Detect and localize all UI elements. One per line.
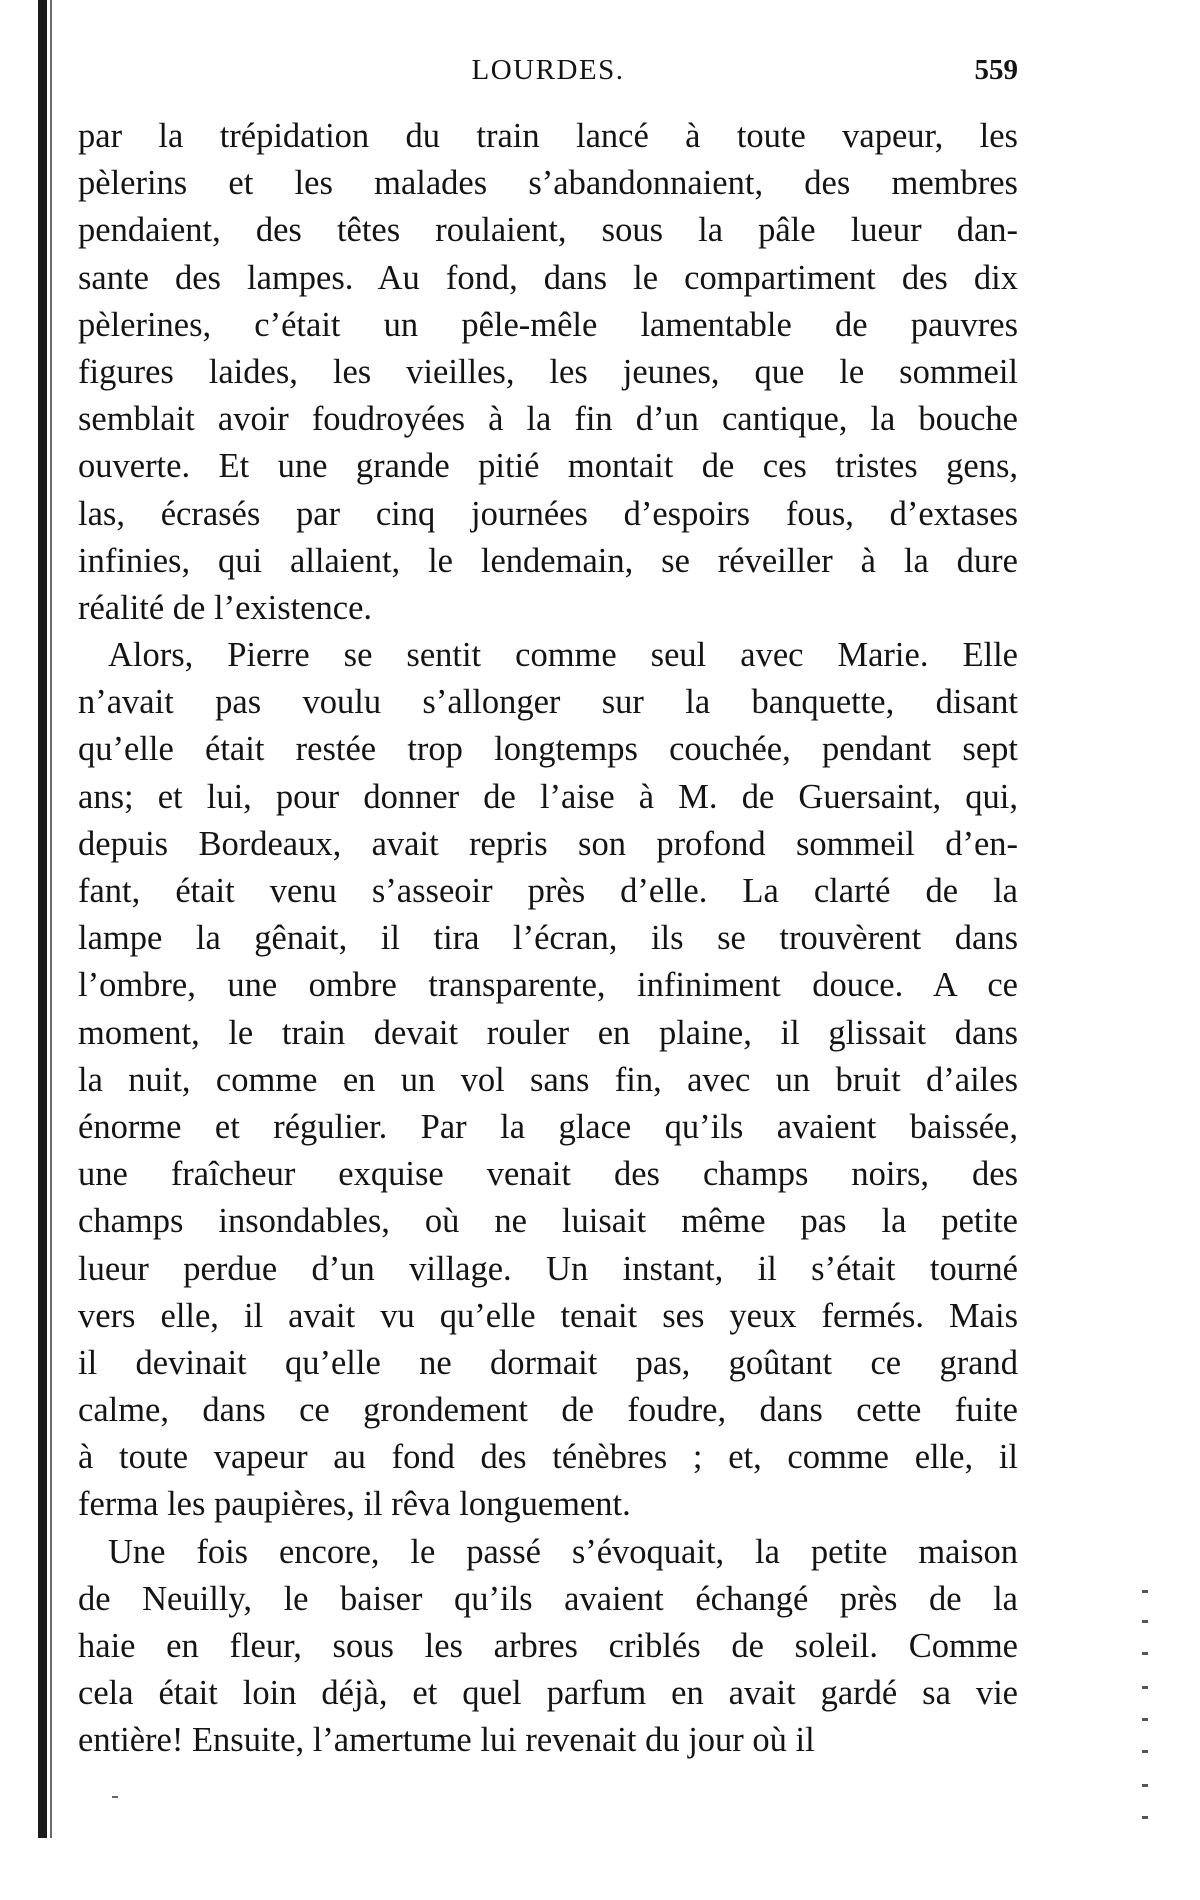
text-line: vers elle, il avait vu qu’elle tenait ses yeux fermés. Mais [78,1296,1018,1335]
text-line: moment, le train devait rouler en plaine, il glissait dans [78,1013,1018,1052]
text-line: lueur perdue d’un village. Un instant, il s’était tourné [78,1249,1018,1288]
text-line: fant, était venu s’asseoir près d’elle. La clarté de la [78,872,1018,910]
text-line: par la trépidation du train lancé à toute vapeur, les [78,117,1018,155]
paragraph [78,632,1018,1529]
text-line: cela était loin déjà, et quel parfum en avait gardé sa vie [78,1674,1018,1713]
text-line: pèlerines, c’était un pêle-mêle lamentable de pauvres [78,305,1018,344]
text-line: calme, dans ce grondement de foudre, dans cette fuite [78,1391,1018,1430]
text-line: réalité de l’existence. [78,588,373,627]
text-line: entière! Ensuite, l’amertume lui revenait du jour où il [78,1721,815,1760]
text-line: à toute vapeur au fond des ténèbres ; et, comme elle, il [78,1438,1018,1477]
text-line: figures laides, les vieilles, les jeunes, que le sommeil [78,352,1018,391]
text-line: ferma les paupières, il rêva longuement. [78,1485,631,1524]
text-line: ans; et lui, pour donner de l’aise à M. de Guersaint, qui, [78,777,1018,816]
paragraph [78,1529,1018,1765]
text-line: énorme et régulier. Par la glace qu’ils avaient baissée, [78,1107,1018,1146]
text-line: la nuit, comme en un vol sans fin, avec un bruit d’ailes [78,1060,1018,1099]
text-line: infinies, qui allaient, le lendemain, se réveiller à la dure [78,541,1018,580]
text-line: Alors, Pierre se sentit comme seul avec Marie. Elle [108,636,1018,675]
text-line: sante des lampes. Au fond, dans le compartiment des dix [78,258,1018,297]
page-number: 559 [974,54,1018,86]
text-line: champs insondables, où ne luisait même pas la petite [78,1202,1018,1241]
text-line: pèlerins et les malades s’abandonnaient, des membres [78,164,1018,203]
text-line: haie en fleur, sous les arbres criblés de soleil. Comme [78,1627,1018,1665]
stray-ink-mark [112,1796,118,1798]
text-line: las, écrasés par cinq journées d’espoirs fous, d’extases [78,494,1018,533]
text-line: depuis Bordeaux, avait repris son profond sommeil d’en- [78,824,1018,863]
text-line: qu’elle était restée trop longtemps couchée, pendant sept [78,730,1018,769]
running-head [78,54,1018,94]
page-binding-edge [38,0,47,1838]
running-title: LOURDES. [471,54,625,86]
margin-scan-marks [1142,1590,1150,1840]
body-text [78,113,1018,1765]
text-line: n’avait pas voulu s’allonger sur la banquette, disant [78,683,1018,722]
text-line: ouverte. Et une grande pitié montait de ces tristes gens, [78,447,1018,486]
text-line: l’ombre, une ombre transparente, infiniment douce. A ce [78,966,1018,1005]
text-line: une fraîcheur exquise venait des champs noirs, des [78,1155,1018,1194]
text-line: Une fois encore, le passé s’évoquait, la petite maison [108,1532,1018,1571]
text-line: lampe la gênait, il tira l’écran, ils se trouvèrent dans [78,919,1018,958]
text-line: il devinait qu’elle ne dormait pas, goûtant ce grand [78,1343,1018,1382]
text-line: pendaient, des têtes roulaient, sous la pâle lueur dan- [78,211,1018,250]
text-line: de Neuilly, le baiser qu’ils avaient échangé près de la [78,1579,1018,1618]
paragraph [78,113,1018,632]
page-binding-shadow [50,0,52,1838]
text-line: semblait avoir foudroyées à la fin d’un cantique, la bouche [78,400,1018,439]
